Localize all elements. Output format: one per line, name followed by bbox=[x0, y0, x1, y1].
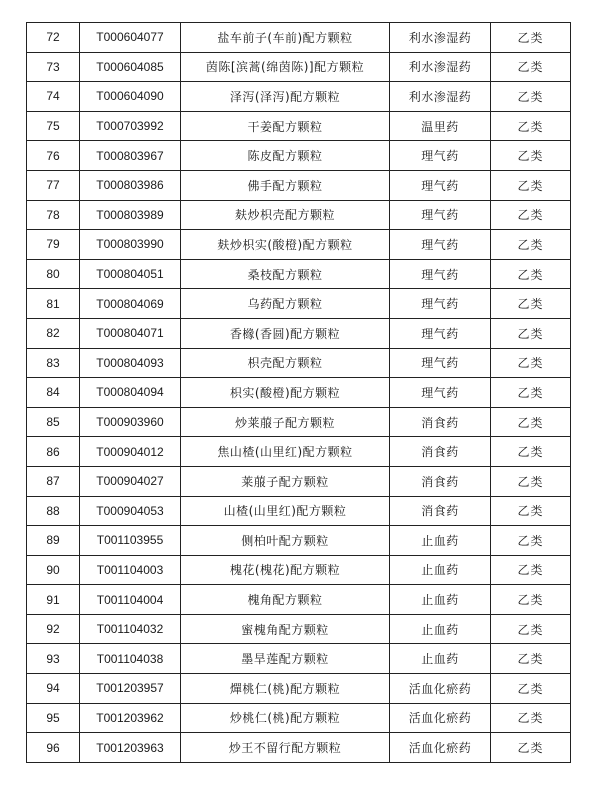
table-body bbox=[27, 23, 571, 763]
drug-name-cell: 槐角配方颗粒 bbox=[181, 585, 390, 615]
insurance-class-cell: 乙类 bbox=[491, 170, 571, 200]
drug-name-cell: 香橼(香圆)配方颗粒 bbox=[181, 318, 390, 348]
table-row bbox=[27, 230, 571, 260]
insurance-class-cell: 乙类 bbox=[491, 289, 571, 319]
table-row bbox=[27, 526, 571, 556]
drug-name-cell: 陈皮配方颗粒 bbox=[181, 141, 390, 171]
drug-code-cell: T001203957 bbox=[80, 674, 181, 704]
drug-code-cell: T000804071 bbox=[80, 318, 181, 348]
table-row bbox=[27, 82, 571, 112]
insurance-class-cell: 乙类 bbox=[491, 52, 571, 82]
row-number-cell: 88 bbox=[27, 496, 80, 526]
drug-category-cell: 止血药 bbox=[390, 644, 491, 674]
drug-category-cell: 止血药 bbox=[390, 585, 491, 615]
drug-code-cell: T000803986 bbox=[80, 170, 181, 200]
drug-name-cell: 蜜槐角配方颗粒 bbox=[181, 614, 390, 644]
row-number-cell: 84 bbox=[27, 378, 80, 408]
table-row bbox=[27, 496, 571, 526]
table-row bbox=[27, 674, 571, 704]
drug-category-cell: 理气药 bbox=[390, 259, 491, 289]
table-row bbox=[27, 289, 571, 319]
drug-category-cell: 利水渗湿药 bbox=[390, 23, 491, 53]
drug-code-cell: T000804093 bbox=[80, 348, 181, 378]
drug-category-cell: 理气药 bbox=[390, 348, 491, 378]
drug-category-cell: 活血化瘀药 bbox=[390, 674, 491, 704]
row-number-cell: 75 bbox=[27, 111, 80, 141]
insurance-class-cell: 乙类 bbox=[491, 674, 571, 704]
insurance-class-cell: 乙类 bbox=[491, 437, 571, 467]
table-row bbox=[27, 407, 571, 437]
insurance-class-cell: 乙类 bbox=[491, 141, 571, 171]
row-number-cell: 73 bbox=[27, 52, 80, 82]
table-row bbox=[27, 437, 571, 467]
drug-code-cell: T000604085 bbox=[80, 52, 181, 82]
drug-code-cell: T000703992 bbox=[80, 111, 181, 141]
drug-category-cell: 止血药 bbox=[390, 526, 491, 556]
drug-name-cell: 麸炒枳壳配方颗粒 bbox=[181, 200, 390, 230]
table-row bbox=[27, 585, 571, 615]
drug-code-cell: T000804051 bbox=[80, 259, 181, 289]
insurance-class-cell: 乙类 bbox=[491, 496, 571, 526]
insurance-class-cell: 乙类 bbox=[491, 526, 571, 556]
drug-category-cell: 活血化瘀药 bbox=[390, 733, 491, 763]
drug-name-cell: 盐车前子(车前)配方颗粒 bbox=[181, 23, 390, 53]
drug-name-cell: 桑枝配方颗粒 bbox=[181, 259, 390, 289]
table-row bbox=[27, 23, 571, 53]
drug-code-cell: T000803989 bbox=[80, 200, 181, 230]
row-number-cell: 90 bbox=[27, 555, 80, 585]
insurance-class-cell: 乙类 bbox=[491, 23, 571, 53]
insurance-class-cell: 乙类 bbox=[491, 348, 571, 378]
insurance-class-cell: 乙类 bbox=[491, 585, 571, 615]
drug-code-cell: T000904053 bbox=[80, 496, 181, 526]
table-row bbox=[27, 348, 571, 378]
table-row bbox=[27, 318, 571, 348]
drug-category-cell: 理气药 bbox=[390, 170, 491, 200]
row-number-cell: 91 bbox=[27, 585, 80, 615]
drug-category-cell: 止血药 bbox=[390, 555, 491, 585]
table-row bbox=[27, 555, 571, 585]
drug-name-cell: 焦山楂(山里红)配方颗粒 bbox=[181, 437, 390, 467]
drug-code-cell: T000803967 bbox=[80, 141, 181, 171]
drug-name-cell: 茵陈[滨蒿(绵茵陈)]配方颗粒 bbox=[181, 52, 390, 82]
row-number-cell: 87 bbox=[27, 466, 80, 496]
row-number-cell: 96 bbox=[27, 733, 80, 763]
insurance-class-cell: 乙类 bbox=[491, 378, 571, 408]
drug-category-cell: 理气药 bbox=[390, 378, 491, 408]
insurance-class-cell: 乙类 bbox=[491, 111, 571, 141]
row-number-cell: 74 bbox=[27, 82, 80, 112]
table-row bbox=[27, 200, 571, 230]
row-number-cell: 93 bbox=[27, 644, 80, 674]
drug-list-table bbox=[26, 22, 571, 763]
drug-name-cell: 炒王不留行配方颗粒 bbox=[181, 733, 390, 763]
drug-category-cell: 温里药 bbox=[390, 111, 491, 141]
insurance-class-cell: 乙类 bbox=[491, 200, 571, 230]
insurance-class-cell: 乙类 bbox=[491, 614, 571, 644]
row-number-cell: 76 bbox=[27, 141, 80, 171]
insurance-class-cell: 乙类 bbox=[491, 555, 571, 585]
table-row bbox=[27, 170, 571, 200]
drug-name-cell: 侧柏叶配方颗粒 bbox=[181, 526, 390, 556]
drug-category-cell: 消食药 bbox=[390, 437, 491, 467]
drug-category-cell: 利水渗湿药 bbox=[390, 52, 491, 82]
row-number-cell: 78 bbox=[27, 200, 80, 230]
drug-name-cell: 佛手配方颗粒 bbox=[181, 170, 390, 200]
drug-category-cell: 理气药 bbox=[390, 318, 491, 348]
drug-name-cell: 泽泻(泽泻)配方颗粒 bbox=[181, 82, 390, 112]
drug-category-cell: 消食药 bbox=[390, 407, 491, 437]
table-row bbox=[27, 703, 571, 733]
row-number-cell: 95 bbox=[27, 703, 80, 733]
insurance-class-cell: 乙类 bbox=[491, 466, 571, 496]
drug-name-cell: 炒莱菔子配方颗粒 bbox=[181, 407, 390, 437]
drug-name-cell: 山楂(山里红)配方颗粒 bbox=[181, 496, 390, 526]
drug-name-cell: 枳实(酸橙)配方颗粒 bbox=[181, 378, 390, 408]
insurance-class-cell: 乙类 bbox=[491, 733, 571, 763]
row-number-cell: 89 bbox=[27, 526, 80, 556]
drug-category-cell: 理气药 bbox=[390, 230, 491, 260]
row-number-cell: 92 bbox=[27, 614, 80, 644]
drug-name-cell: 炒桃仁(桃)配方颗粒 bbox=[181, 703, 390, 733]
drug-code-cell: T001104032 bbox=[80, 614, 181, 644]
row-number-cell: 83 bbox=[27, 348, 80, 378]
row-number-cell: 79 bbox=[27, 230, 80, 260]
drug-name-cell: 枳壳配方颗粒 bbox=[181, 348, 390, 378]
drug-code-cell: T001104038 bbox=[80, 644, 181, 674]
insurance-class-cell: 乙类 bbox=[491, 407, 571, 437]
drug-code-cell: T000604090 bbox=[80, 82, 181, 112]
drug-code-cell: T000904027 bbox=[80, 466, 181, 496]
drug-code-cell: T001103955 bbox=[80, 526, 181, 556]
row-number-cell: 86 bbox=[27, 437, 80, 467]
table-row bbox=[27, 733, 571, 763]
insurance-class-cell: 乙类 bbox=[491, 318, 571, 348]
drug-code-cell: T000904012 bbox=[80, 437, 181, 467]
row-number-cell: 85 bbox=[27, 407, 80, 437]
drug-category-cell: 理气药 bbox=[390, 200, 491, 230]
insurance-class-cell: 乙类 bbox=[491, 230, 571, 260]
drug-category-cell: 消食药 bbox=[390, 466, 491, 496]
table-row bbox=[27, 52, 571, 82]
insurance-class-cell: 乙类 bbox=[491, 644, 571, 674]
row-number-cell: 94 bbox=[27, 674, 80, 704]
drug-code-cell: T001203963 bbox=[80, 733, 181, 763]
drug-category-cell: 理气药 bbox=[390, 289, 491, 319]
row-number-cell: 77 bbox=[27, 170, 80, 200]
drug-category-cell: 理气药 bbox=[390, 141, 491, 171]
row-number-cell: 80 bbox=[27, 259, 80, 289]
drug-name-cell: 乌药配方颗粒 bbox=[181, 289, 390, 319]
drug-code-cell: T000804069 bbox=[80, 289, 181, 319]
insurance-class-cell: 乙类 bbox=[491, 259, 571, 289]
table-row bbox=[27, 378, 571, 408]
table-row bbox=[27, 141, 571, 171]
row-number-cell: 81 bbox=[27, 289, 80, 319]
table-row bbox=[27, 466, 571, 496]
drug-category-cell: 消食药 bbox=[390, 496, 491, 526]
drug-name-cell: 槐花(槐花)配方颗粒 bbox=[181, 555, 390, 585]
drug-category-cell: 活血化瘀药 bbox=[390, 703, 491, 733]
drug-code-cell: T001104004 bbox=[80, 585, 181, 615]
drug-code-cell: T000804094 bbox=[80, 378, 181, 408]
drug-name-cell: 麸炒枳实(酸橙)配方颗粒 bbox=[181, 230, 390, 260]
drug-code-cell: T001104003 bbox=[80, 555, 181, 585]
drug-code-cell: T000803990 bbox=[80, 230, 181, 260]
drug-code-cell: T000903960 bbox=[80, 407, 181, 437]
table-row bbox=[27, 111, 571, 141]
table-row bbox=[27, 259, 571, 289]
row-number-cell: 82 bbox=[27, 318, 80, 348]
drug-category-cell: 止血药 bbox=[390, 614, 491, 644]
drug-code-cell: T001203962 bbox=[80, 703, 181, 733]
drug-name-cell: 墨旱莲配方颗粒 bbox=[181, 644, 390, 674]
drug-name-cell: 燀桃仁(桃)配方颗粒 bbox=[181, 674, 390, 704]
drug-name-cell: 莱菔子配方颗粒 bbox=[181, 466, 390, 496]
table-row bbox=[27, 644, 571, 674]
row-number-cell: 72 bbox=[27, 23, 80, 53]
drug-code-cell: T000604077 bbox=[80, 23, 181, 53]
drug-category-cell: 利水渗湿药 bbox=[390, 82, 491, 112]
insurance-class-cell: 乙类 bbox=[491, 82, 571, 112]
table-row bbox=[27, 614, 571, 644]
insurance-class-cell: 乙类 bbox=[491, 703, 571, 733]
drug-name-cell: 干姜配方颗粒 bbox=[181, 111, 390, 141]
